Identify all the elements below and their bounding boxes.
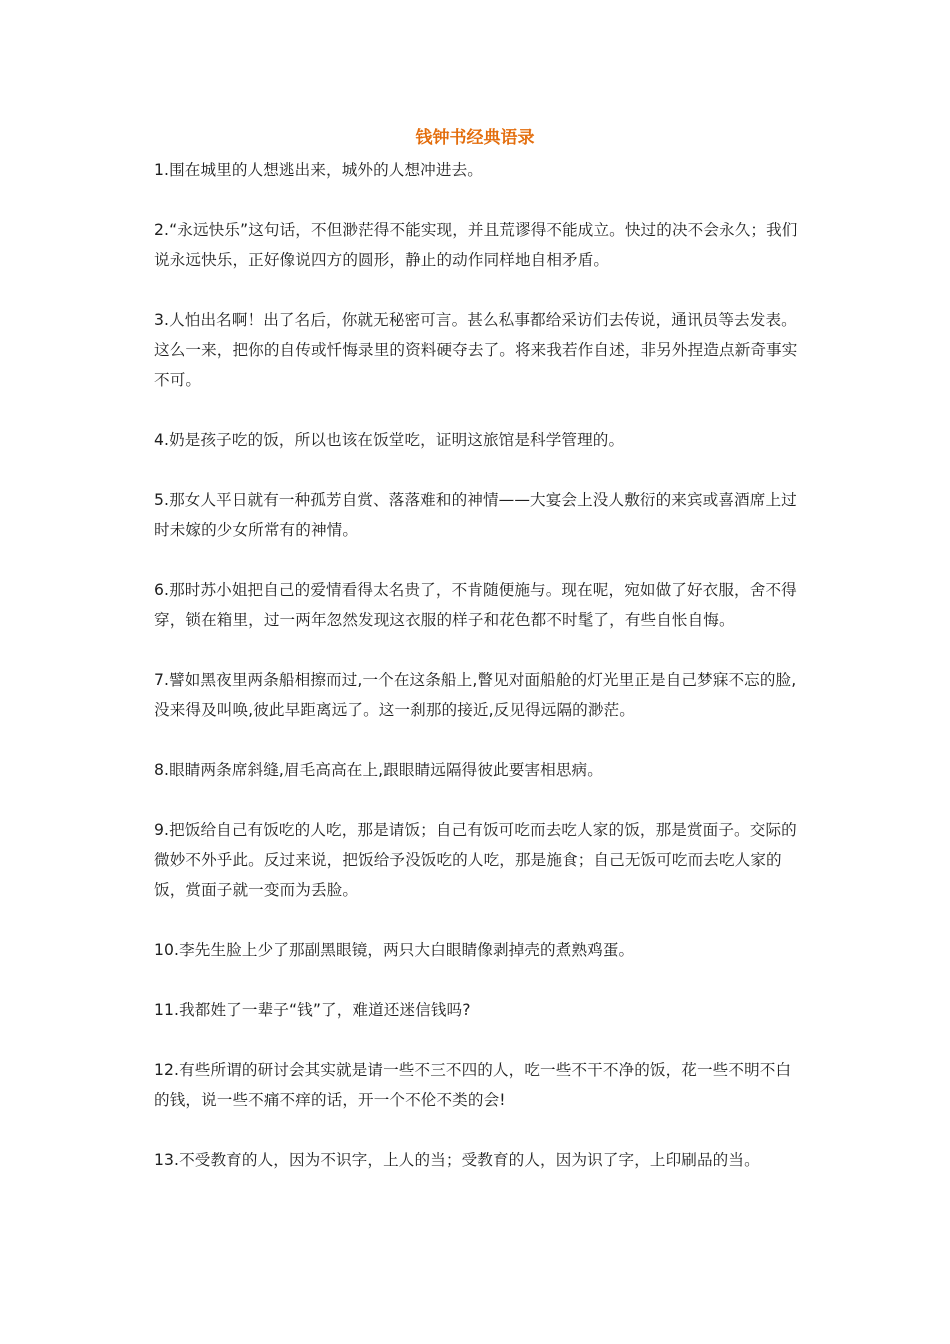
- quote-item: 7.譬如黑夜里两条船相擦而过,一个在这条船上,瞥见对面船舱的灯光里正是自己梦寐不忘的脸,没来得及叫唤,彼此早距离远了。这一刹那的接近,反见得远隔的渺茫。: [154, 671, 797, 719]
- quote-item: 6.那时苏小姐把自己的爱情看得太名贵了，不肯随便施与。现在呢，宛如做了好衣服，舍不得穿，锁在箱里，过一两年忽然发现这衣服的样子和花色都不时髦了，有些自怅自悔。: [154, 581, 797, 629]
- quote-item: 10.李先生脸上少了那副黑眼镜，两只大白眼睛像剥掉壳的煮熟鸡蛋。: [154, 941, 635, 959]
- quote-item: 13.不受教育的人，因为不识字，上人的当；受教育的人，因为识了字，上印刷品的当。: [154, 1151, 760, 1169]
- quote-item: 2.“永远快乐”这句话，不但渺茫得不能实现，并且荒谬得不能成立。快过的决不会永久；我们说永远快乐，正好像说四方的圆形，静止的动作同样地自相矛盾。: [154, 221, 798, 269]
- quote-item: 4.奶是孩子吃的饭，所以也该在饭堂吃，证明这旅馆是科学管理的。: [154, 431, 625, 449]
- quote-item: 5.那女人平日就有一种孤芳自赏、落落难和的神情——大宴会上没人敷衍的来宾或喜酒席上过时未嫁的少女所常有的神情。: [154, 491, 797, 539]
- quote-item: 9.把饭给自己有饭吃的人吃，那是请饭；自己有饭可吃而去吃人家的饭，那是赏面子。交际的微妙不外乎此。反过来说，把饭给予没饭吃的人吃，那是施食；自己无饭可吃而去吃人家的饭，赏面子就一变而为丢脸。: [154, 821, 797, 899]
- quote-item: 11.我都姓了一辈子“钱”了，难道还迷信钱吗?: [154, 1001, 471, 1019]
- quote-item: 8.眼睛两条席斜缝,眉毛高高在上,跟眼睛远隔得彼此要害相思病。: [154, 761, 603, 779]
- quote-list: [154, 155, 804, 1205]
- quote-item: 1.围在城里的人想逃出来，城外的人想冲进去。: [154, 161, 483, 179]
- quote-item: 12.有些所谓的研讨会其实就是请一些不三不四的人，吃一些不干不净的饭，花一些不明不白的钱，说一些不痛不痒的话，开一个不伦不类的会!: [154, 1061, 792, 1109]
- quote-item: 3.人怕出名啊！出了名后，你就无秘密可言。甚么私事都给采访们去传说，通讯员等去发表。这么一来，把你的自传或忏悔录里的资料硬夺去了。将来我若作自述，非另外捏造点新奇事实不可。: [154, 311, 798, 389]
- document-title: 钱钟书经典语录: [415, 128, 535, 148]
